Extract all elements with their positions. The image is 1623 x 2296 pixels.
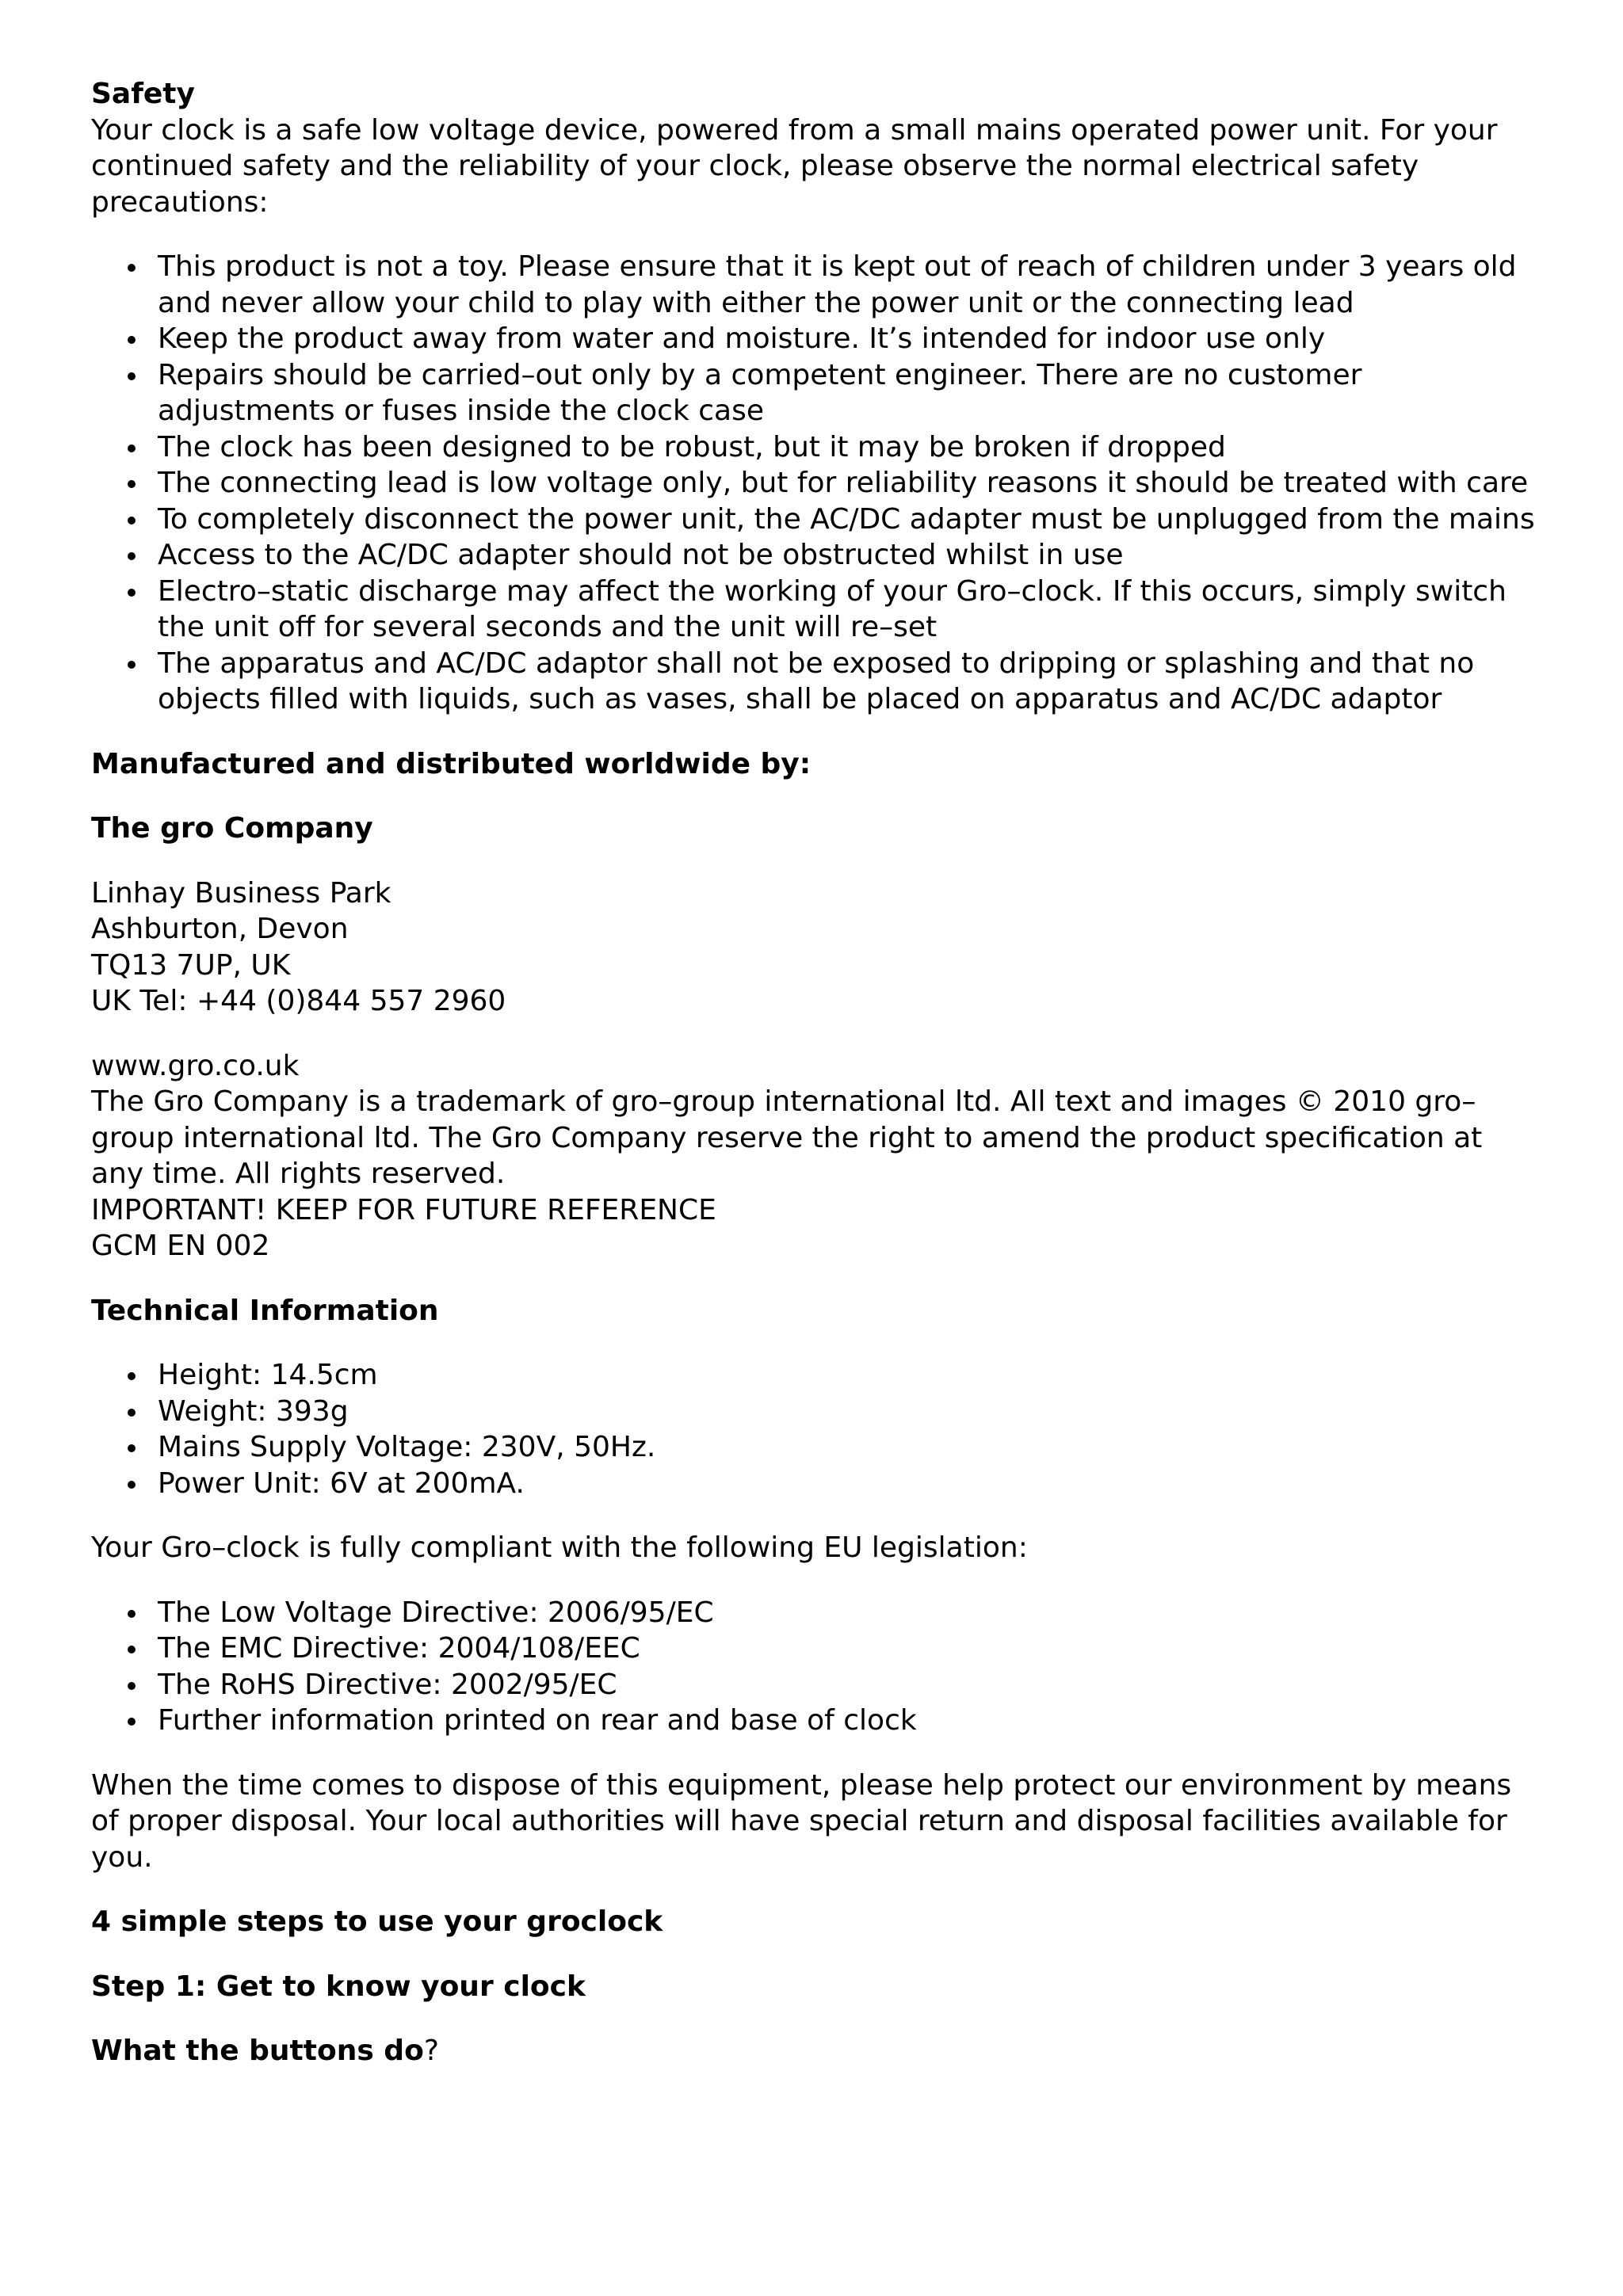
bullet-icon (128, 444, 136, 452)
bullet-icon (128, 336, 136, 344)
list-item: Height: 14.5cm (91, 1357, 1541, 1394)
list-item: Keep the product away from water and moisture. It’s intended for indoor use only (91, 321, 1541, 357)
list-item: The apparatus and AC/DC adaptor shall not be exposed to dripping or splashing and that no objects filled with liquids, such as vases, shall be placed on apparatus and AC/DC adaptor (91, 646, 1541, 718)
bullet-icon (128, 1682, 136, 1690)
manufacturer-section (91, 746, 1541, 1264)
compliance-intro: Your Gro–clock is fully compliant with the following EU legislation: (91, 1531, 1028, 1564)
address-block (91, 875, 1541, 1020)
technical-list (91, 1357, 1541, 1501)
legal-block (91, 1048, 1541, 1264)
manufacturer-heading: Manufactured and distributed worldwide by: (91, 747, 812, 780)
buttons-heading-bold: What the buttons do (91, 2035, 424, 2067)
compliance-section (91, 1530, 1541, 1739)
bullet-icon (128, 1372, 136, 1380)
list-item: Access to the AC/DC adapter should not be obstructed whilst in use (91, 537, 1541, 574)
steps-heading: 4 simple steps to use your groclock (91, 1905, 663, 1938)
buttons-heading (91, 2033, 1541, 2069)
bullet-icon (128, 552, 136, 560)
list-item: The clock has been designed to be robust, but it may be broken if dropped (91, 429, 1541, 466)
bullet-icon (128, 372, 136, 380)
safety-intro: Your clock is a safe low voltage device, powered from a small mains operated power unit. For your continued safety and the reliability of your clock, please observe the normal electrical safety precautions: (91, 113, 1498, 219)
disposal-text: When the time comes to dispose of this equipment, please help protect our environment by means of proper disposal. Your local authorities will have special return and disposal facilities available for you. (91, 1768, 1512, 1874)
buttons-heading-suffix: ? (423, 2035, 439, 2067)
compliance-list (91, 1595, 1541, 1739)
list-item: The connecting lead is low voltage only, but for reliability reasons it should be treated with care (91, 465, 1541, 502)
technical-section (91, 1293, 1541, 1502)
bullet-icon (128, 1444, 136, 1452)
address-line: Ashburton, Devon (91, 913, 349, 945)
address-line: Linhay Business Park (91, 876, 391, 910)
document-code: GCM EN 002 (91, 1230, 270, 1262)
list-item: The EMC Directive: 2004/108/EEC (91, 1630, 1541, 1667)
safety-heading: Safety (91, 78, 195, 110)
address-line: TQ13 7UP, UK (91, 948, 291, 982)
list-item: Further information printed on rear and base of clock (91, 1703, 1541, 1739)
important-notice: IMPORTANT! KEEP FOR FUTURE REFERENCE (91, 1193, 716, 1226)
list-item: This product is not a toy. Please ensure that it is kept out of reach of children under 3 years old and never allow your child to play with either the power unit or the connecting lead (91, 249, 1541, 321)
list-item: Power Unit: 6V at 200mA. (91, 1466, 1541, 1502)
bullet-icon (128, 589, 136, 597)
document-page (91, 76, 1541, 2069)
safety-section (91, 76, 1541, 718)
trademark-text: The Gro Company is a trademark of gro–group international ltd. All text and images © 2010 gro–group international ltd. The Gro Company reserve the right to amend the product specification at any time. All rights reserved. (91, 1085, 1483, 1190)
list-item: Repairs should be carried–out only by a competent engineer. There are no customer adjustments or fuses inside the clock case (91, 357, 1541, 429)
safety-list (91, 249, 1541, 718)
step-1-heading: Step 1: Get to know your clock (91, 1970, 586, 2003)
list-item: The Low Voltage Directive: 2006/95/EC (91, 1595, 1541, 1631)
bullet-icon (128, 1409, 136, 1417)
list-item: To completely disconnect the power unit, the AC/DC adapter must be unplugged from the mains (91, 502, 1541, 538)
list-item: Electro–static discharge may affect the working of your Gro–clock. If this occurs, simply switch the unit off for several seconds and the unit will re–set (91, 574, 1541, 646)
bullet-icon (128, 661, 136, 669)
bullet-icon (128, 1646, 136, 1653)
bullet-icon (128, 1610, 136, 1618)
company-name: The gro Company (91, 812, 373, 845)
bullet-icon (128, 480, 136, 488)
bullet-icon (128, 1481, 136, 1489)
technical-heading: Technical Information (91, 1294, 439, 1327)
bullet-icon (128, 1718, 136, 1726)
list-item: The RoHS Directive: 2002/95/EC (91, 1667, 1541, 1703)
list-item: Mains Supply Voltage: 230V, 50Hz. (91, 1429, 1541, 1466)
bullet-icon (128, 517, 136, 524)
website-text: www.gro.co.uk (91, 1049, 300, 1082)
bullet-icon (128, 264, 136, 272)
telephone-line: UK Tel: +44 (0)844 557 2960 (91, 985, 506, 1017)
list-item: Weight: 393g (91, 1394, 1541, 1430)
steps-section (91, 1904, 1541, 2069)
